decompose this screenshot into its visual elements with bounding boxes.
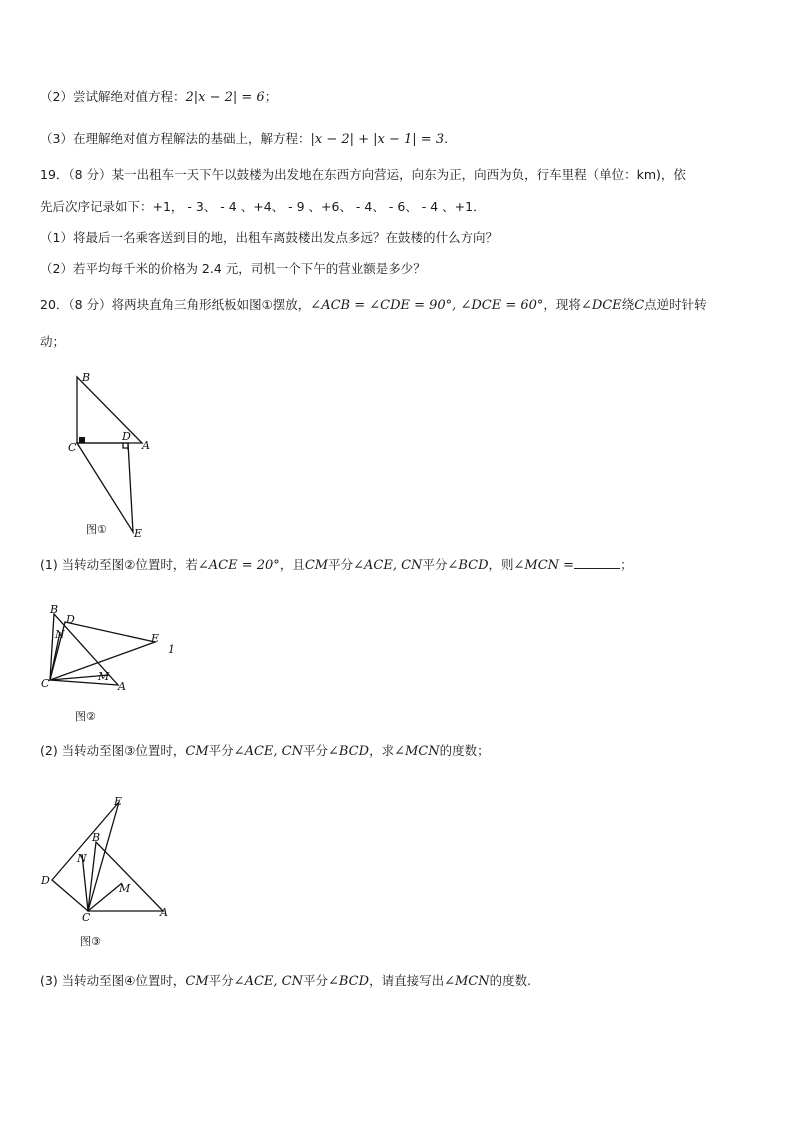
q18-part2-text: （2）尝试解绝对值方程： [40, 89, 186, 104]
q20-intro-text-d: 点逆时针转 [644, 297, 707, 312]
answer-blank[interactable] [574, 556, 620, 569]
q20-sub2-text-c: 平分 [302, 743, 328, 758]
q18-part2-end: ； [264, 89, 278, 104]
q18-part3-end: . [444, 131, 449, 146]
fig1-label-e: E [134, 527, 143, 540]
q20-sub1-text: (1) 当转动至图②位置时，若 [40, 557, 198, 572]
fig3-triangle-abc [88, 842, 163, 911]
figure-3 [35, 790, 185, 955]
q20-sub2-math1: CM [185, 744, 209, 759]
q18-part3-equation: |x − 2| + |x − 1| = 3 [310, 132, 445, 147]
q20-sub3 [40, 972, 531, 991]
q18-part2-equation: 2|x − 2| = 6 [185, 90, 265, 105]
fig1-label-b: B [82, 371, 91, 384]
fig1-right-angle-c [79, 437, 85, 443]
fig1-label-d: D [122, 430, 131, 443]
q20-sub3-text-d: ，请直接写出 [369, 973, 445, 988]
q20-intro-text: 20．（8 分）将两块直角三角形纸板如图①摆放， [40, 297, 311, 312]
q20-intro-line2: 动； [40, 334, 66, 349]
q19-line2: 先后次序记录如下：+1， - 3、 - 4 、+4、 - 9 、+6、 - 4、 - 6、 - 4 、+1． [40, 199, 486, 214]
q20-sub3-text-e: 的度数. [489, 973, 532, 988]
q20-sub2-math4: ∠MCN [394, 744, 440, 759]
q18-part3-text: （3）在理解绝对值方程解法的基础上，解方程： [40, 131, 311, 146]
fig2-label-m: M [98, 670, 110, 683]
fig2-label-e: E [151, 632, 160, 645]
q20-sub1-text-c: 平分 [328, 557, 354, 572]
q20-sub1-text-d: 平分 [422, 557, 448, 572]
fig3-label-d: D [41, 874, 50, 887]
q20-sub3-text: (3) 当转动至图④位置时， [40, 973, 186, 988]
fig2-label-n: N [55, 628, 65, 641]
fig3-label-n: N [77, 852, 87, 865]
fig3-label-c: C [82, 911, 91, 924]
fig3-label-e: E [114, 795, 123, 808]
q20-intro-text-b: ，现将 [543, 297, 581, 312]
fig2-label-d: D [66, 613, 75, 626]
q20-sub1 [40, 556, 633, 575]
fig3-ray-cm [88, 883, 122, 911]
fig2-label-c: C [41, 677, 50, 690]
q20-sub3-math2: ∠ACE, CN [233, 974, 303, 989]
q20-sub2 [40, 742, 490, 761]
q20-sub3-text-c: 平分 [302, 973, 328, 988]
q20-sub2-text: (2) 当转动至图③位置时， [40, 743, 186, 758]
fig1-right-angle-d [123, 443, 128, 448]
q19-sub2: （2）若平均每千米的价格为 2.4 元，司机一个下午的营业额是多少？ [40, 261, 426, 276]
fig1-caption: 图① [86, 523, 107, 536]
q20-sub3-math4: ∠MCN [444, 974, 490, 989]
q20-intro-text-c: 绕 [621, 297, 635, 312]
fig3-label-b: B [92, 831, 101, 844]
q20-sub1-math2: CM [304, 558, 329, 573]
q20-sub1-text-e: ，则 [488, 557, 514, 572]
q20-intro-math2: ∠DCE [580, 298, 622, 313]
q20-sub1-math1: ∠ACE = 20° [197, 558, 280, 573]
figure-1 [60, 370, 170, 545]
q20-sub2-math2: ∠ACE, CN [233, 744, 303, 759]
fig1-triangle-cde [77, 443, 133, 532]
fig2-label-a: A [118, 680, 126, 693]
fig1-label-c: C [68, 441, 77, 454]
q18-part3 [40, 130, 448, 149]
q20-sub3-math1: CM [185, 974, 209, 989]
q20-sub2-text-d: ，求 [369, 743, 395, 758]
q20-sub3-math3: ∠BCD [328, 974, 370, 989]
q19-line1: 19．（8 分）某一出租车一天下午以鼓楼为出发地在东西方向营运，向东为正，向西为负，行车里程（单位：km)，依 [40, 167, 686, 182]
q20-sub1-text-b: ，且 [279, 557, 305, 572]
q20-sub2-text-e: 的度数； [439, 743, 490, 758]
fig3-caption: 图③ [80, 935, 101, 948]
q20-sub2-text-b: 平分 [208, 743, 234, 758]
q20-sub3-text-b: 平分 [208, 973, 234, 988]
q20-sub1-math3: ∠ACE, CN [353, 558, 423, 573]
q20-intro-math3: C [634, 298, 645, 313]
q20-sub1-text-f: ； [620, 557, 633, 572]
fig1-triangle-abc [77, 377, 142, 443]
q18-part2 [40, 88, 277, 107]
q20-sub2-math3: ∠BCD [328, 744, 370, 759]
q20-sub1-math4: ∠BCD [447, 558, 489, 573]
fig2-caption: 图② [75, 710, 96, 723]
figure-2 [30, 600, 190, 725]
fig2-label-extra: 1 [168, 643, 175, 656]
q20-intro-line1 [40, 296, 707, 315]
q19-sub1: （1）将最后一名乘客送到目的地，出租车离鼓楼出发点多远？在鼓楼的什么方向？ [40, 230, 498, 245]
fig3-label-m: M [119, 882, 131, 895]
q20-intro-math: ∠ACB = ∠CDE = 90°, ∠DCE = 60° [310, 298, 544, 313]
fig3-label-a: A [160, 906, 168, 919]
fig2-label-b: B [50, 603, 59, 616]
q20-sub1-math5: ∠MCN = [513, 558, 575, 573]
fig1-label-a: A [142, 439, 150, 452]
